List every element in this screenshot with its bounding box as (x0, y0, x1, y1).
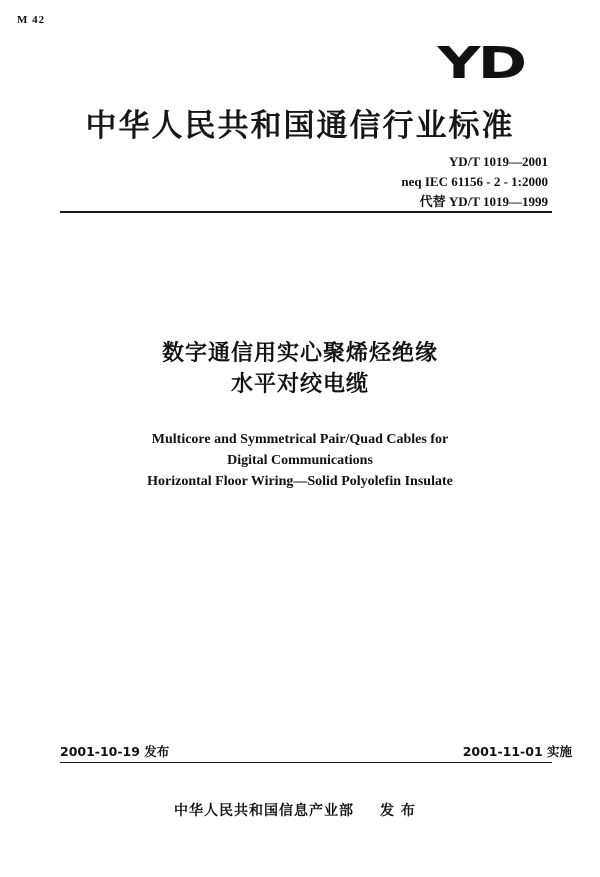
issuing-authority (174, 800, 416, 820)
standard-category-title: 中华人民共和国通信行业标准 (85, 108, 515, 144)
chinese-title-line-1: 数字通信用实心聚烯烃绝缘 (161, 341, 438, 366)
standard-equivalence: neq IEC 61156 - 2 - 1:2000 (401, 174, 548, 189)
issue-action: 发 布 (380, 803, 416, 819)
english-title-line-1: Multicore and Symmetrical Pair/Quad Cables for (151, 432, 449, 447)
yd-logo: YD (437, 38, 524, 89)
english-title (0, 429, 600, 492)
chinese-title-line-2: 水平对绞电缆 (230, 372, 369, 397)
standard-replaces: 代替 YD/T 1019—1999 (419, 194, 548, 209)
classification-code: M 42 (17, 14, 46, 26)
chinese-title (0, 338, 600, 400)
issuer-name: 中华人民共和国信息产业部 (174, 803, 354, 819)
footer-divider (60, 762, 552, 763)
english-title-line-2: Digital Communications (227, 453, 373, 468)
standard-codes (401, 152, 548, 212)
english-title-line-3: Horizontal Floor Wiring—Solid Polyolefin Insulate (147, 474, 453, 489)
standard-number: YD/T 1019—2001 (448, 154, 548, 169)
implementation-date: 2001-11-01 实施 (462, 744, 572, 759)
header-divider (60, 211, 552, 213)
issue-date: 2001-10-19 发布 (60, 744, 170, 759)
